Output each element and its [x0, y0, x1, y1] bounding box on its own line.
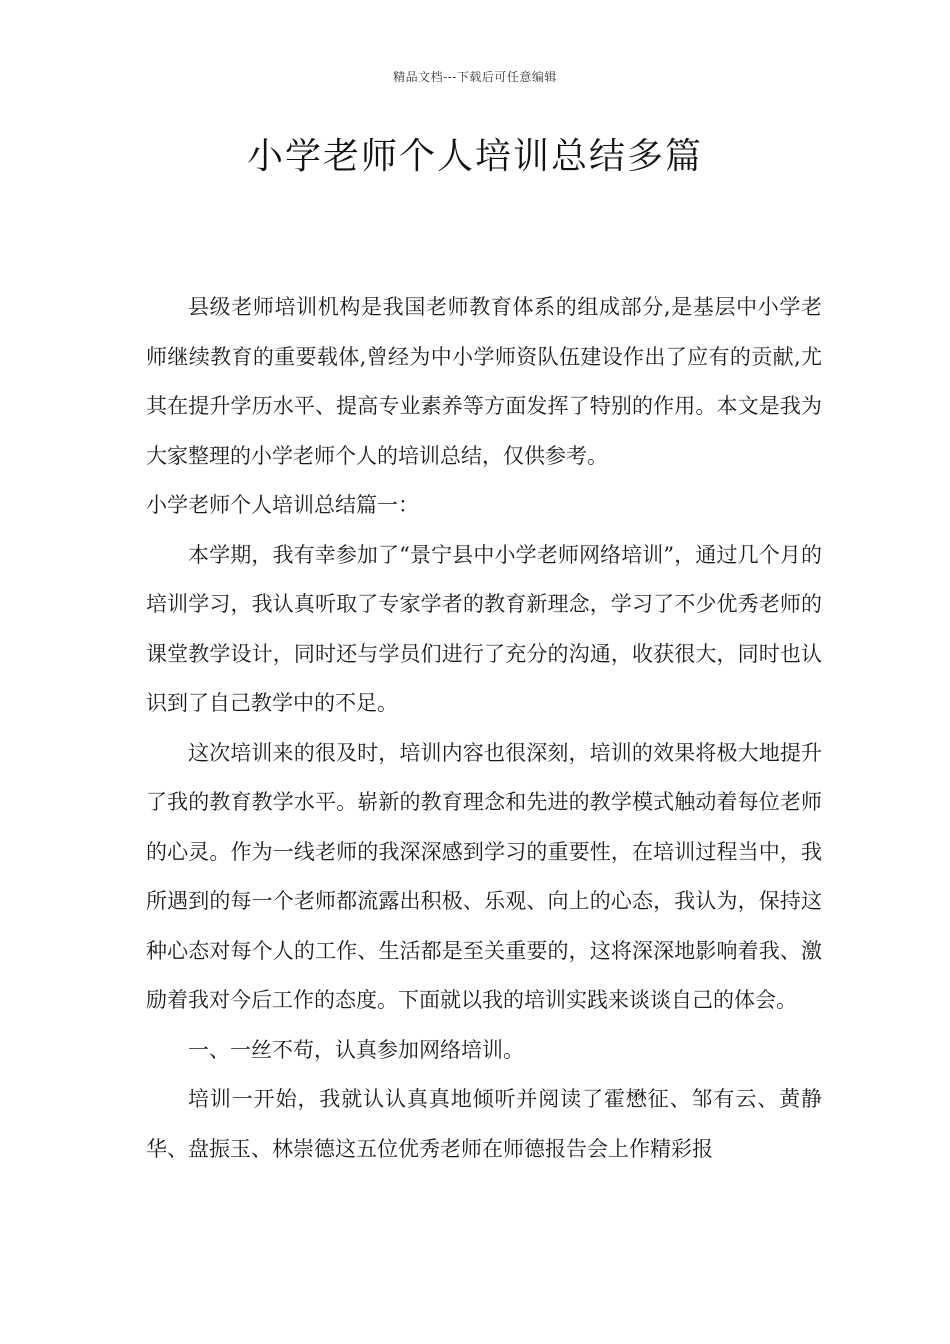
paragraph: 本学期，我有幸参加了“景宁县中小学老师网络培训”，通过几个月的培训学习，我认真听取了专家学者的教育新理念，学习了不少优秀老师的课堂教学设计，同时还与学员们进行了充分的沟通，收获很大，同时也认识到了自己教学中的不足。 [146, 542, 822, 715]
paragraph-intro: 县级老师培训机构是我国老师教育体系的组成部分,是基层中小学老师继续教育的重要载体,曾经为中小学师资队伍建设作出了应有的贡献,尤其在提升学历水平、提高专业素养等方面发挥了特别的作用。本文是我为大家整理的小学老师个人的培训总结，仅供参考。 [146, 295, 822, 468]
subsection-heading: 一、一丝不苟，认真参加网络培训。 [188, 1037, 524, 1062]
paragraph: 这次培训来的很及时，培训内容也很深刻，培训的效果将极大地提升了我的教育教学水平。崭新的教育理念和先进的教学模式触动着每位老师的心灵。作为一线老师的我深深感到学习的重要性，在培训过程当中，我所遇到的每一个老师都流露出积极、乐观、向上的心态，我认为，保持这种心态对每个人的工作、生活都是至关重要的，这将深深地影响着我、激励着我对今后工作的态度。下面就以我的培训实践来谈谈自己的体会。 [146, 740, 822, 1012]
document-body [146, 283, 822, 1174]
paragraph: 培训一开始，我就认认真真地倾听并阅读了霍懋征、邹有云、黄静华、盘振玉、林崇德这五位优秀老师在师德报告会上作精彩报 [146, 1087, 822, 1161]
header-note: 精品文档---下载后可任意编辑 [393, 70, 557, 84]
document-title: 小学老师个人培训总结多篇 [246, 136, 703, 177]
section-heading: 小学老师个人培训总结篇一： [146, 493, 419, 517]
